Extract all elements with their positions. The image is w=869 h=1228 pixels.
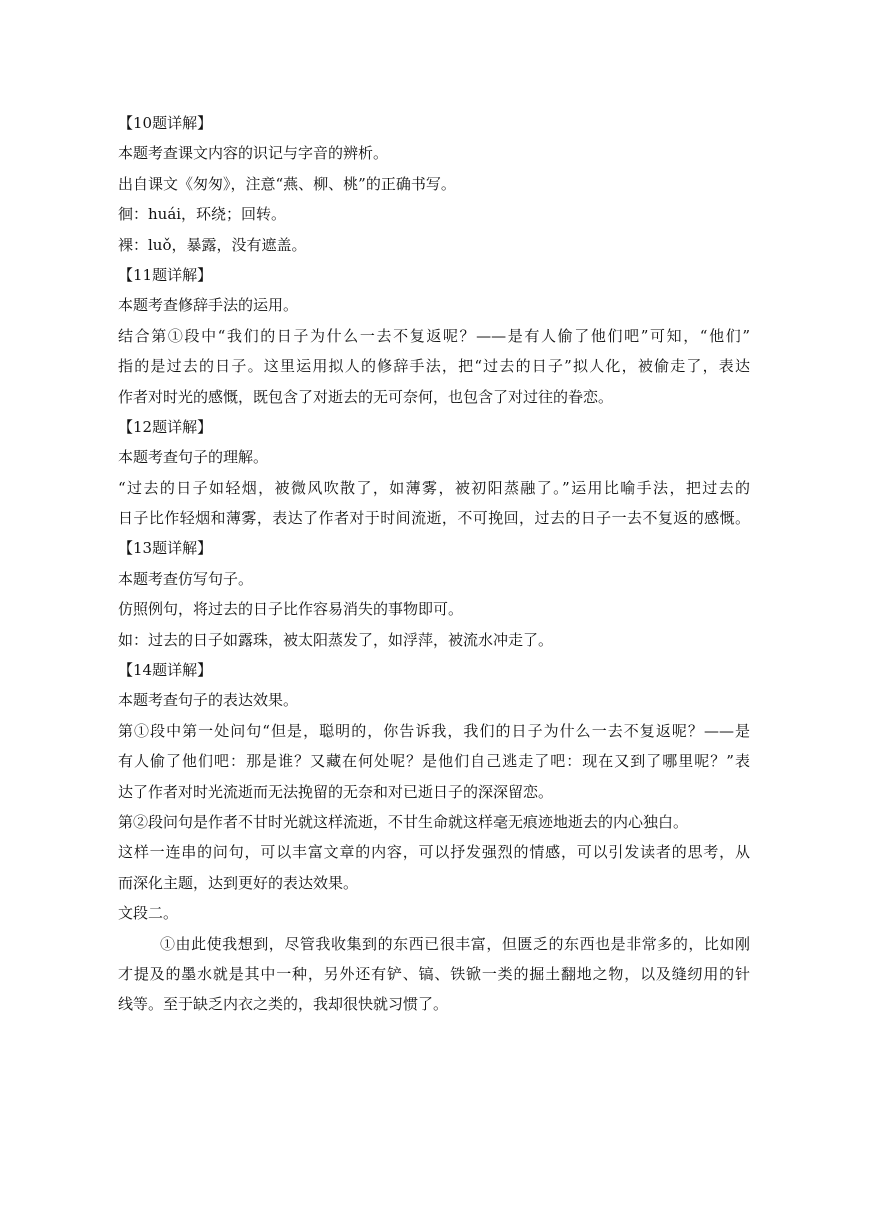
section-heading-q14: 【14题详解】 (118, 661, 213, 680)
text-line: 本题考查句子的理解。 (118, 448, 269, 467)
text-line: 仿照例句，将过去的日子比作容易消失的事物即可。 (118, 600, 464, 619)
text-line: 出自课文《匆匆》，注意“燕、柳、桃”的正确书写。 (118, 174, 456, 193)
text-line: 裸：luǒ，暴露，没有遮盖。 (118, 235, 307, 254)
section-heading-q11: 【11题详解】 (118, 265, 213, 284)
text-line: 本题考查修辞手法的运用。 (118, 296, 299, 315)
text-line: 本题考查仿写句子。 (118, 569, 254, 588)
section-label-passage-2: 文段二。 (118, 904, 179, 923)
text-line: 第②段问句是作者不甘时光就这样流逝，不甘生命就这样毫无痕迹地逝去的内心独白。 (118, 812, 689, 831)
section-heading-q13: 【13题详解】 (118, 539, 213, 558)
text-line: 日子比作轻烟和薄雾，表达了作者对于时间流逝，不可挽回，过去的日子一去不复返的感慨。 (118, 509, 750, 528)
text-line: 徊：huái，环绕；回转。 (118, 205, 287, 224)
text-line: 而深化主题，达到更好的表达效果。 (118, 873, 359, 892)
text-line: 这样一连串的问句，可以丰富文章的内容，可以抒发强烈的情感，可以引发读者的思考，从 (118, 843, 750, 862)
text-line: 有人偷了他们吧：那是谁？又藏在何处呢？是他们自己逃走了吧：现在又到了哪里呢？”表 (118, 752, 750, 771)
text-line: 本题考查课文内容的识记与字音的辨析。 (118, 144, 389, 163)
text-line: 作者对时光的感慨，既包含了对逝去的无可奈何，也包含了对过往的眷恋。 (118, 387, 614, 406)
section-heading-q12: 【12题详解】 (118, 417, 213, 436)
text-line: 指的是过去的日子。这里运用拟人的修辞手法，把“过去的日子”拟人化，被偷走了，表达 (118, 357, 750, 376)
passage-line: 线等。至于缺乏内衣之类的，我却很快就习惯了。 (118, 995, 449, 1014)
text-line: 如：过去的日子如露珠，被太阳蒸发了，如浮萍，被流水冲走了。 (118, 630, 554, 649)
passage-line: 才提及的墨水就是其中一种，另外还有铲、镐、铁锨一类的掘土翻地之物，以及缝纫用的针 (118, 964, 750, 983)
section-heading-q10: 【10题详解】 (118, 114, 213, 132)
document-body (118, 108, 750, 1020)
text-line: 本题考查句子的表达效果。 (118, 691, 299, 710)
passage-line: ①由此使我想到，尽管我收集到的东西已很丰富，但匮乏的东西也是非常多的，比如刚 (160, 934, 750, 953)
text-line: 第①段中第一处问句“但是，聪明的，你告诉我，我们的日子为什么一去不复返呢？——是 (118, 721, 750, 740)
text-line: 达了作者对时光流逝而无法挽留的无奈和对已逝日子的深深留恋。 (118, 782, 554, 801)
text-line: 结合第①段中“我们的日子为什么一去不复返呢？——是有人偷了他们吧”可知，“他们” (118, 326, 750, 345)
text-line: “过去的日子如轻烟，被微风吹散了，如薄雾，被初阳蒸融了。”运用比喻手法，把过去的 (118, 478, 750, 497)
